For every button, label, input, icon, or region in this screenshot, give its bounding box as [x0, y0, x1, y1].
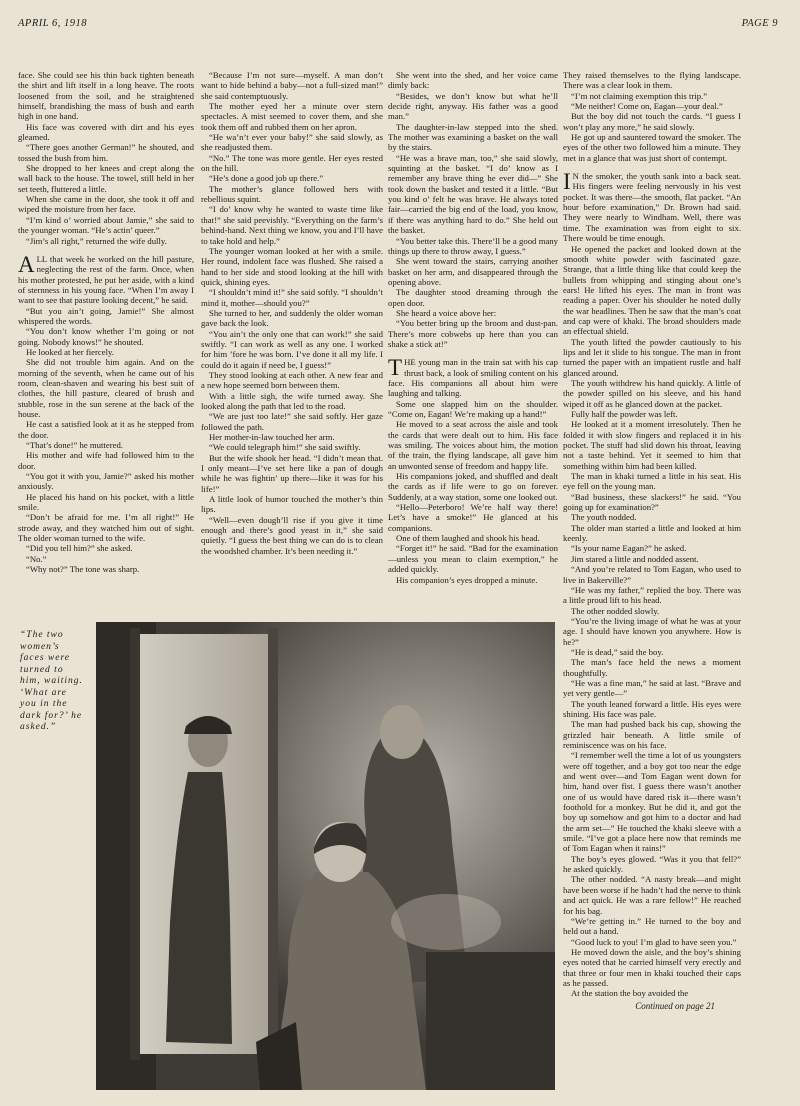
drop-cap: A — [18, 251, 35, 277]
text-column-3 — [388, 70, 558, 620]
lamp-glow — [391, 894, 501, 950]
paragraph: “Because I’m not sure—myself. A man don’t want to hide behind a baby—not a full-sized man!” she said contemptuously. — [201, 70, 383, 101]
paragraph: face. She could see his thin back tighten beneath the shirt and lift itself in a long heave. The roots loosened from the soil, and he straightened himself, brandishing the mass of bush and earth high in one hand. — [18, 70, 194, 122]
paragraph: The daughter-in-law stepped into the shed. The mother was examining a basket on the wall by the stairs. — [388, 121, 558, 153]
paragraph: He moved down the aisle, and the boy’s shining eyes noted that he carried himself very erectly and that three or four men in khaki touched their caps as he passed. — [563, 946, 741, 988]
paragraph: “No.” The tone was more gentle. Her eyes rested on the hill. — [201, 152, 383, 174]
drop-cap: T — [388, 355, 403, 381]
paragraph: Some one slapped him on the shoulder. “Come on, Eagan! We’re making up a hand!” — [388, 398, 558, 419]
paragraph: “I do’ know why he wanted to waste time like that!” she said peevishly. “Everything on the farm’s behind-hand. Next thing we know, you and I’ll have to take hold and help.” — [201, 204, 383, 246]
paragraph: The daughter stood dreaming through the open door. — [388, 287, 558, 308]
paragraph: He cast a satisfied look at it as he stepped from the door. — [18, 419, 194, 440]
paragraph: “You don’t know whether I’m going or not going. Nobody knows!” he shouted. — [18, 326, 194, 347]
table — [426, 952, 555, 1090]
door-frame — [268, 628, 278, 1060]
paragraph: Jim stared a little and nodded assent. — [571, 553, 699, 564]
paragraph: “I shouldn’t mind it!” she said softly. “I shouldn’t mind it, mother—should you?” — [201, 287, 383, 308]
paragraph: “We are just too late!” she said softly. Her gaze followed the path. — [201, 411, 383, 432]
paragraph: “Is your name Eagan?” he asked. — [571, 543, 687, 554]
paragraph: “Good luck to you! I’m glad to have seen you.” — [571, 936, 737, 947]
paragraph: The youth nodded. — [571, 512, 637, 523]
paragraph: “Hello—Peterboro! We’re half way there! Let’s have a smoke!” He glanced at his companions. — [388, 502, 558, 533]
older-woman-head — [380, 705, 424, 759]
paragraph: He opened the packet and looked down at the smooth white powder with fascinated gaze. Strange, that a little thing like that could keep the bullets from whipping and stinging about one’s ears! He lifted his eyes. The man in front was reading a paper. Over his shoulder he noted dully the war headlines. Then he saw that the man’s coat and cap were of khaki. The broad shoulders made an effectual shield. — [563, 243, 741, 337]
paragraph: “Did you tell him?” she asked. — [26, 543, 133, 554]
paragraph: She did not trouble him again. And on the morning of the seventh, when he came out of his room, clean-shaven and wearing his best suit of clothes, the hill pasture, cleared of brush and stubble, rose in the sun serene at the back of the house. — [18, 357, 194, 419]
paragraph: One of them laughed and shook his head. — [396, 533, 540, 544]
text-column-2 — [201, 70, 383, 620]
paragraph: The boy’s eyes glowed. “Was it you that fell?” he asked quickly. — [563, 853, 741, 875]
paragraph: The other nodded. “A nasty break—and might have been worse if he hadn’t had the nerve to think and act quick. He was a rare fellow!” He reached for his bag. — [563, 874, 741, 916]
paragraph: “Forget it!” he said. “Bad for the examination—unless you mean to claim exemption,” he added quickly. — [388, 543, 558, 575]
continuation-note: Continued on page 21 — [635, 1000, 715, 1011]
paragraph: “You got it with you, Jamie?” asked his mother anxiously. — [18, 471, 194, 492]
paragraph: She went into the shed, and her voice came dimly back: — [388, 70, 558, 91]
paragraph: A little look of humor touched the mother’s thin lips. — [201, 494, 383, 515]
paragraph: He moved to a seat across the aisle and took the cards that were dealt out to him. His face was smiling. The voices about him, the motion of the train, the flying landscape, all gave him an unwonted sense of freedom and happy life. — [388, 419, 558, 471]
paragraph: “I’m kind o’ worried about Jamie,” she said to the younger woman. “He’s actin’ queer.” — [18, 214, 194, 236]
paragraph: “But you ain’t going, Jamie!” She almost whispered the words. — [18, 305, 194, 326]
paragraph: “He wa’n’t ever your baby!” she said slowly, as she readjusted them. — [201, 132, 383, 153]
paragraph: They raised themselves to the flying landscape. There was a clear look in them. — [563, 70, 741, 91]
paragraph: “Bad business, these slackers!” he said. “You going up for examination?” — [563, 491, 741, 513]
paragraph: His companions joked, and shuffled and dealt the cards as if life were to go on forever. Suddenly, at a way station, some one looked out. — [388, 471, 558, 502]
drop-cap: I — [563, 169, 571, 195]
paragraph: “Why not?” The tone was sharp. — [26, 564, 140, 575]
paragraph: She turned to her, and suddenly the older woman gave back the look. — [201, 307, 383, 329]
paragraph: With a little sigh, the wife turned away. She looked along the path that led to the road. — [201, 390, 383, 411]
paragraph: “Besides, we don’t know but what he’ll decide right, anyway. His father was a good man.” — [388, 90, 558, 122]
paragraph: When she came in the door, she took it off and wiped the moisture from her face. — [18, 194, 194, 215]
paragraph: They stood looking at each other. A new fear and a new hope seemed born between them. — [201, 369, 383, 391]
paragraph: He looked at it a moment irresolutely. Then he folded it with slow fingers and replaced it in his pocket. The stuff had slid down his throat, leaving not a taste behind. Yet it seemed to him that something within him had been killed. — [563, 419, 741, 471]
paragraph: “I remember well the time a lot of us youngsters were off together, and a boy got too near the edge and went over—and Tom Eagan went down for him, hand over fist. I guess there wasn’t another one of us would have dared risk it—there wasn’t foothold for a monkey. But he did it, and got the boy up somehow and got him to a doctor and had the arm set—” He touched the khaki sleeve with a smile. “I’ve got a place here now that reminds me of Tom Eagan when it rains!” — [563, 750, 741, 854]
text-column-1 — [18, 70, 194, 620]
paragraph: The youth withdrew his hand quickly. A little of the powder spilled on his sleeve, and his hand wiped it off as he glanced down at the packet. — [563, 377, 741, 409]
paragraph: His companion’s eyes dropped a minute. — [396, 574, 538, 585]
paragraph: “You better bring up the broom and dust-pan. There’s more cobwebs up here than you can shake a stick at!” — [388, 318, 558, 349]
paragraph: “He is dead,” said the boy. — [571, 646, 664, 657]
paragraph: The older man started a little and looked at him keenly. — [563, 522, 741, 544]
paragraph: The youth lifted the powder cautiously to his lips and let it slide to his tongue. The man in front turned the paper with an impatient rustle and half glanced around. — [563, 336, 741, 378]
paragraph: The man had pushed back his cap, showing the grizzled hair beneath. A little smile of reminiscence was on his face. — [563, 719, 741, 750]
paragraph: At the station the boy avoided the — [571, 988, 689, 999]
text-column-4 — [563, 70, 741, 1070]
paragraph: “Well—even dough’ll rise if you give it time enough and there’s good yeast in it,” she said quietly. “I guess the best thing we can do is to clean the woodshed chamber. It’s been needing it.” — [201, 514, 383, 556]
paragraph: The mother eyed her a minute over stern spectacles. A mist seemed to cover them, and she took them off and rubbed them on her apron. — [201, 101, 383, 132]
paragraph: “He was a fine man,” he said at last. “Brave and yet very gentle—” — [563, 677, 741, 699]
door-frame — [130, 628, 140, 1060]
issue-date: APRIL 6, 1918 — [18, 18, 88, 29]
paragraph: “He’s done a good job up there.” — [209, 173, 324, 184]
illustration-caption: “The two women’s faces were turned to him, waiting. ‘What are you in the dark for?’ he asked.” — [20, 630, 83, 732]
paragraph: “Jim’s all right,” returned the wife dully. — [26, 235, 167, 246]
paragraph: He placed his hand on his pocket, with a little smile. — [18, 491, 194, 513]
story-illustration — [96, 622, 555, 1090]
paragraph: Fully half the powder was left. — [571, 409, 678, 419]
paragraph: Her mother-in-law touched her arm. — [209, 432, 335, 443]
paragraph: But the boy did not touch the cards. “I guess I won’t play any more,” he said slowly. — [563, 111, 741, 132]
paragraph: The man’s face held the news a moment thoughtfully. — [563, 657, 741, 678]
paragraph: “Don’t be afraid for me. I’m all right!” He strode away, and they watched him out of sight. The older woman turned to the wife. — [18, 512, 194, 544]
section-start-paragraph: I N the smoker, the youth sank into a back seat. His fingers were feeling nervously in his vest pocket. It was there—the smooth, flat packet. “An hour before examination,” Dr. Brown had said. They were nearly to Windham. Well, there was time. The examination was from eight to six. There would be time enough. — [563, 169, 741, 244]
paragraph: “You’re the living image of what he was at your age. I should have known you anywhere. How is he?” — [563, 615, 741, 647]
paragraph: “We could telegraph him!” she said swiftly. — [209, 442, 361, 453]
paragraph: She went toward the stairs, carrying another basket on her arm, and disappeared through the opening above. — [388, 256, 558, 287]
paragraph: “That’s done!” he muttered. — [26, 440, 123, 451]
paragraph: The youth leaned forward a little. His eyes were shining. His face was pale. — [563, 698, 741, 719]
paragraph: “No.” — [26, 553, 47, 564]
paragraph: “He was a brave man, too,” she said slowly, squinting at the basket. “I do’ know as I remember any brave thing he ever did—” She took down the basket and tested it a little. “But you kind o’ felt he was brave. He always toted fair—carried the big end of the load, you know, if there was anything hard to do.” She held out the basket. — [388, 152, 558, 236]
paragraph: She heard a voice above her: — [396, 307, 497, 318]
paragraph: He looked at her fiercely. — [26, 346, 114, 357]
paragraph: The mother’s glance followed hers with rebellious squint. — [201, 183, 383, 205]
section-start-paragraph: ALL that week he worked on the hill pasture, neglecting the rest of the farm. Once, when his mother protested, he put her aside, with a kind of sternness in his young face. “When I’m away I want to see that pasture looking decent,” he said. — [18, 251, 194, 306]
paragraph: “I’m not claiming exemption this trip.” — [571, 90, 708, 101]
paragraph: She dropped to her knees and crept along the wall back to the house. The towel, still held in her set teeth, fluttered a little. — [18, 163, 194, 194]
paragraph: “And you’re related to Tom Eagan, who used to live in Bakerville?” — [563, 564, 741, 585]
paragraph: His face was covered with dirt and his eyes gleamed. — [18, 121, 194, 143]
page-number: PAGE 9 — [741, 18, 778, 29]
paragraph: “Me neither! Come on, Eagan—your deal.” — [571, 101, 723, 112]
paragraph: But the wife shook her head. “I didn’t mean that. I only meant—I’ve set here like a pan of dough while he was fightin’ up there—like it was for his life!” — [201, 452, 383, 494]
paragraph: The man in khaki turned a little in his seat. His eye fell on the young man. — [563, 471, 741, 492]
paragraph: The younger woman looked at her with a smile. Her round, indolent face was flushed. She raised a hand to her side and stood looking at the hill with quick, shining eyes. — [201, 245, 383, 287]
paragraph: The other nodded slowly. — [571, 605, 660, 616]
paragraph: “You ain’t the only one that can work!” she said swiftly. “I can work as well as any one. I worked for him ’fore he was born. I’ve done it all my life. I could do it again if need be, I guess!” — [201, 328, 383, 370]
paragraph: His mother and wife had followed him to the door. — [18, 450, 194, 471]
paragraph: He got up and sauntered toward the smoker. The eyes of the other two followed him a minute. They met in a glance that was just short of contempt. — [563, 132, 741, 163]
paragraph: “You better take this. There’ll be a good many things up there to throw away, I guess.” — [388, 235, 558, 256]
paragraph: “There goes another German!” he shouted, and tossed the bush from him. — [18, 142, 194, 163]
paragraph: “He was my father,” replied the boy. There was a little proud lift to his head. — [563, 584, 741, 606]
section-start-paragraph: THE young man in the train sat with his cap thrust back, a look of smiling content on his face. His companions all about him were laughing and talking. — [388, 355, 558, 399]
paragraph: “We’re getting in.” He turned to the boy and held out a hand. — [563, 915, 741, 937]
